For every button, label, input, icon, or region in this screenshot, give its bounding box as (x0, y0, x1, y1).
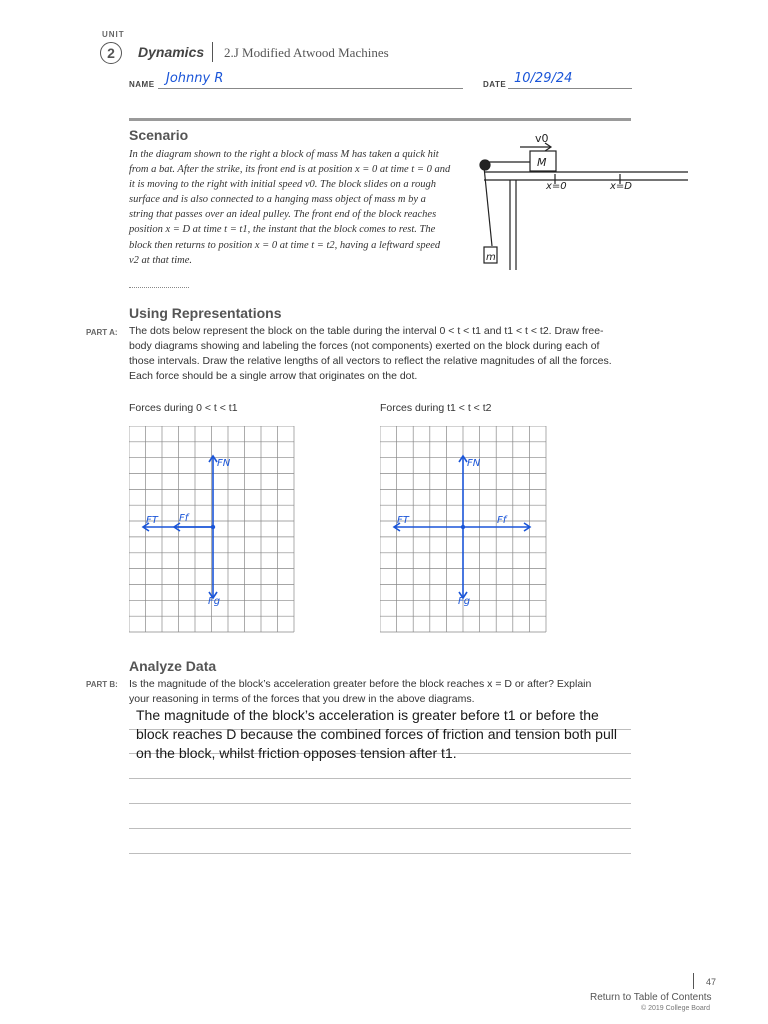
fbd-grid-1[interactable] (129, 426, 295, 634)
scenario-dotted-rule (129, 287, 189, 288)
scenario-heading: Scenario (129, 127, 189, 143)
part-a-label: PART A: (86, 328, 118, 337)
fbd2-tension-label: FT (397, 515, 409, 526)
part-a-prompt: The dots below represent the block on the table during the interval 0 < t < t1 and t1 < t < t2. Draw free-body diagrams showing and labeling the forces (not components) exerted on the block during each of those intervals. Draw the relative lengths of all vectors to reflect the relative magnitudes of all the forces. Each force should be a single arrow that originates on the dot. (129, 325, 612, 382)
fbd1-friction-label: Ff (179, 513, 189, 524)
scenario-text: In the diagram shown to the right a block of mass M has taken a quick hit from a bat. After the strike, its front end is at position x = 0 at time t = 0 and it is moving to the right with initial speed v0. The block slides on a rough surface and is also connected to a hanging mass object of mass m by a string that passes over an ideal pulley. The front end of the block reaches position x = D at time t = t1, the instant that the block comes to rest. The block then returns to position x = 0 at time t = t2, having a leftward speed v2 at that time. (129, 149, 451, 266)
name-label: NAME (129, 80, 155, 89)
fbd2-normal-label: FN (467, 458, 481, 469)
fbd-caption-2: Forces during t1 < t < t2 (380, 402, 492, 414)
name-line (158, 88, 463, 89)
xd-label: x=D (610, 181, 632, 192)
answer-line (129, 778, 631, 779)
hanging-mass-label: m (486, 252, 496, 263)
part-b-label: PART B: (86, 680, 118, 689)
page-number: 47 (706, 977, 717, 987)
fbd1-normal-label: FN (217, 458, 231, 469)
unit-title: Dynamics (138, 44, 205, 60)
x0-label: x=0 (546, 181, 567, 192)
return-to-toc-link[interactable]: Return to Table of Contents (590, 992, 712, 1003)
fbd-caption-1: Forces during 0 < t < t1 (129, 402, 238, 414)
date-line (508, 88, 632, 89)
part-b-prompt: Is the magnitude of the block’s acceleration greater before the block reaches x = D or after? Explain your reasoning in terms of the forces that you drew in the above diagrams. (129, 678, 592, 705)
date-value[interactable]: 10/29/24 (514, 71, 573, 86)
footer-divider (693, 973, 694, 989)
unit-label: UNIT (102, 30, 125, 39)
answer-line (129, 853, 631, 854)
block-mass-label: M (537, 156, 547, 169)
fbd-grid-2[interactable] (380, 426, 548, 634)
copyright: © 2019 College Board (641, 1005, 710, 1012)
fbd2-gravity-label: Fg (458, 596, 471, 607)
analyze-heading: Analyze Data (129, 658, 217, 674)
answer-line (129, 803, 631, 804)
fbd1-tension-label: FT (146, 515, 158, 526)
fbd2-friction-label: Ff (497, 515, 507, 526)
name-value[interactable]: Johnny R (166, 71, 224, 86)
lesson-title: 2.J Modified Atwood Machines (224, 45, 389, 60)
section-rule (129, 118, 631, 121)
title-divider (212, 42, 213, 62)
atwood-diagram (470, 128, 692, 278)
fbd1-gravity-label: Fg (208, 596, 221, 607)
unit-number-badge: 2 (100, 42, 122, 64)
date-label: DATE (483, 80, 507, 89)
representations-heading: Using Representations (129, 305, 282, 321)
answer-line (129, 828, 631, 829)
v0-label: v0 (535, 132, 549, 145)
part-b-answer[interactable]: The magnitude of the block’s acceleration is greater before t1 or before the block reaches D because the combined forces of friction and tension both pull on the block, whilst friction opposes tension after t1. (136, 707, 617, 761)
